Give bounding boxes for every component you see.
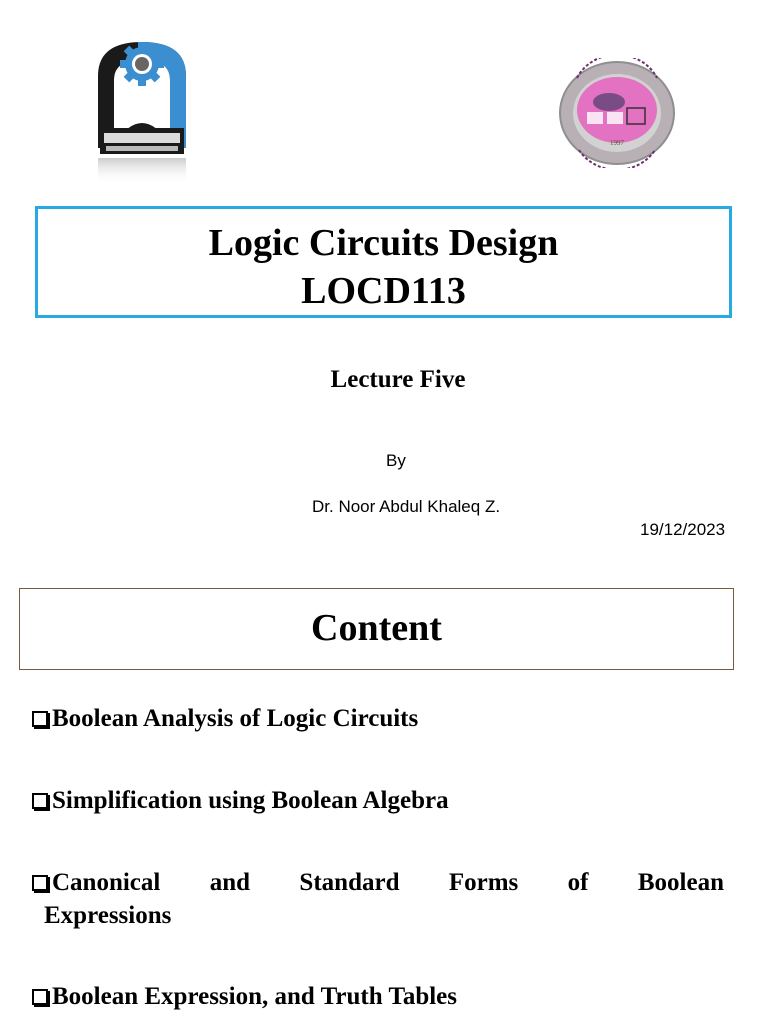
title-box: [35, 206, 732, 318]
svg-text:1997: 1997: [610, 139, 624, 147]
list-item-label: Boolean Expression, and Truth Tables: [52, 983, 458, 1010]
list-item-label: Canonical and Standard Forms of Boolean: [52, 869, 724, 896]
list-item: [32, 866, 724, 899]
by-label: By: [386, 451, 406, 470]
checkbox-bullet-icon: [32, 875, 48, 891]
course-title: Logic Circuits Design: [208, 222, 559, 264]
checkbox-bullet-icon: [32, 793, 48, 809]
course-code: LOCD113: [301, 270, 466, 312]
list-item: [32, 784, 724, 817]
list-item-label: Simplification using Boolean Algebra: [52, 787, 449, 814]
checkbox-bullet-icon: [32, 711, 48, 727]
list-item-continuation: Expressions: [44, 902, 172, 929]
content-heading: Content: [311, 607, 442, 649]
checkbox-bullet-icon: [32, 989, 48, 1005]
university-emblem-icon: [92, 36, 192, 186]
lecture-number: Lecture Five: [330, 366, 466, 393]
list-item: [32, 702, 724, 735]
list-item-label: Boolean Analysis of Logic Circuits: [52, 705, 419, 732]
list-item: [32, 980, 724, 1013]
lecture-date: 19/12/2023: [640, 520, 726, 539]
department-seal-icon: [555, 58, 679, 168]
content-heading-box: [19, 588, 734, 670]
author-name: Dr. Noor Abdul Khaleq Z.: [312, 497, 501, 516]
